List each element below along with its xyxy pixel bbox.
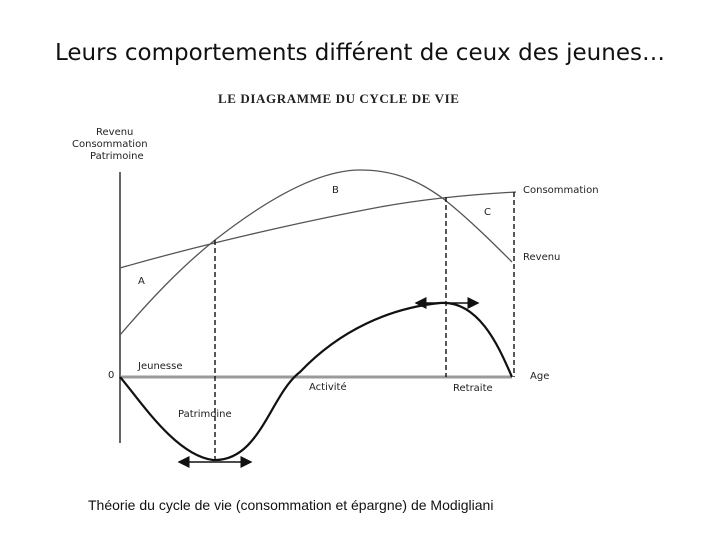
wealth-curve-label: Patrimoine — [178, 409, 232, 420]
diagram-title: LE DIAGRAMME DU CYCLE DE VIE — [218, 91, 460, 106]
phase-label-youth: Jeunesse — [138, 361, 183, 372]
phase-label-retirement: Retraite — [453, 383, 493, 394]
area-label-b: B — [332, 185, 339, 196]
origin-label: 0 — [108, 370, 115, 381]
y-axis-label-income: Revenu — [96, 127, 134, 138]
area-label-a: A — [138, 276, 145, 287]
y-axis-label-wealth: Patrimoine — [90, 151, 144, 162]
income-curve-label: Revenu — [523, 252, 561, 263]
slide-title: Leurs comportements différent de ceux des jeunes… — [55, 40, 665, 66]
consumption-curve — [120, 192, 516, 268]
x-axis-label-age: Age — [530, 371, 550, 382]
slide-caption: Théorie du cycle de vie (consommation et épargne) de Modigliani — [88, 497, 494, 513]
phase-label-activity: Activité — [309, 382, 347, 393]
y-axis-label-consumption: Consommation — [72, 139, 148, 150]
consumption-curve-label: Consommation — [523, 185, 599, 196]
area-label-c: C — [484, 207, 491, 218]
